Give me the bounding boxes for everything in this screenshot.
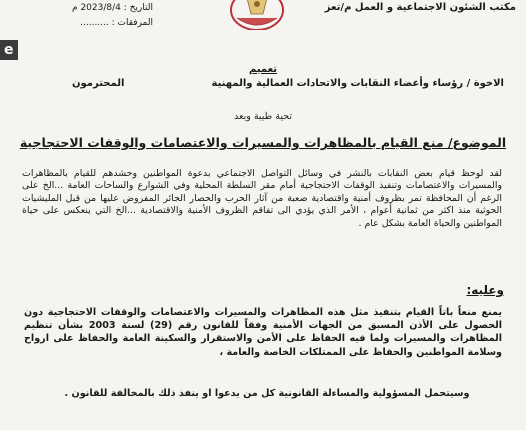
letterhead bbox=[0, 0, 526, 34]
body-paragraph-3: وسيتحمل المسؤولية والمساءلة القانونية كل من يدعوا او ينفذ ذلك بالمخالفة للقانون . bbox=[64, 388, 470, 399]
accordingly-heading: وعليه: bbox=[466, 283, 504, 297]
date-block bbox=[72, 1, 153, 31]
greeting: تحية طيبة وبعد bbox=[234, 111, 292, 122]
yemen-eagle-emblem-icon bbox=[229, 0, 285, 30]
subject-text: الموضوع/ منع القيام بالمظاهرات والمسيرات والاعتصامات والوقفات الاحتجاجية bbox=[19, 135, 507, 150]
body-paragraph-1: لقد لوحظ قيام بعض النقابات بالنشر في وسائل التواصل الاجتماعي بدعوة المواطنين وحشدهم للقيام بالمظاهرات والمسيرات والاعتصامات وتنفيذ الوقفات الاحتجاجية أمام مقر السلطة المحلية وفي الشوارع والساحات العامة ...الخ على الرغم أن المحافظة تمر بظروف أمنية واقتصادية صعبة من آثار الحرب والحصار الجائر المفروض عليها من قبل المليشيات الحوثية منذ اكثر من ثمانية أعوام ، الأمر الذي يؤدي الى تفاقم الظروف الأمنية والاقتصادية ...الخ التي ينعكس على حياة المواطنين والحياة العامة بشكل عام . bbox=[22, 168, 502, 229]
subject-line bbox=[0, 135, 526, 150]
honorific: المحترمون bbox=[72, 78, 125, 89]
addressee-line: الاخوة / رؤساء وأعضاء النقابات والاتحادات العمالية والمهنية bbox=[211, 78, 504, 89]
date-line: التاريخ : 2023/8/4 م bbox=[72, 3, 153, 13]
edge-mark: e bbox=[0, 40, 18, 60]
circular-title: تعميم bbox=[248, 64, 278, 75]
attachments-line: المرفقات : .......... bbox=[80, 18, 153, 28]
office-name: مكتب الشئون الاجتماعية و العمل م/تعز bbox=[324, 2, 516, 13]
body-paragraph-2: يمنع منعاً باتاً القيام بتنفيذ مثل هذه المظاهرات والمسيرات والاعتصامات والوقفات الاحتجاجية دون الحصول على الأذن المسبق من الجهات الأمنية وفقاً للقانون رقم (29) لسنة 2003 بشأن تنظيم المظاهرات والمسيرات ولما فيه الحفاظ على الأمن والاستقرار والسكينة العامة والحفاظ على ارواح وسلامة المواطنين والحفاظ على الممتلكات الخاصة والعامة ، bbox=[24, 307, 503, 358]
